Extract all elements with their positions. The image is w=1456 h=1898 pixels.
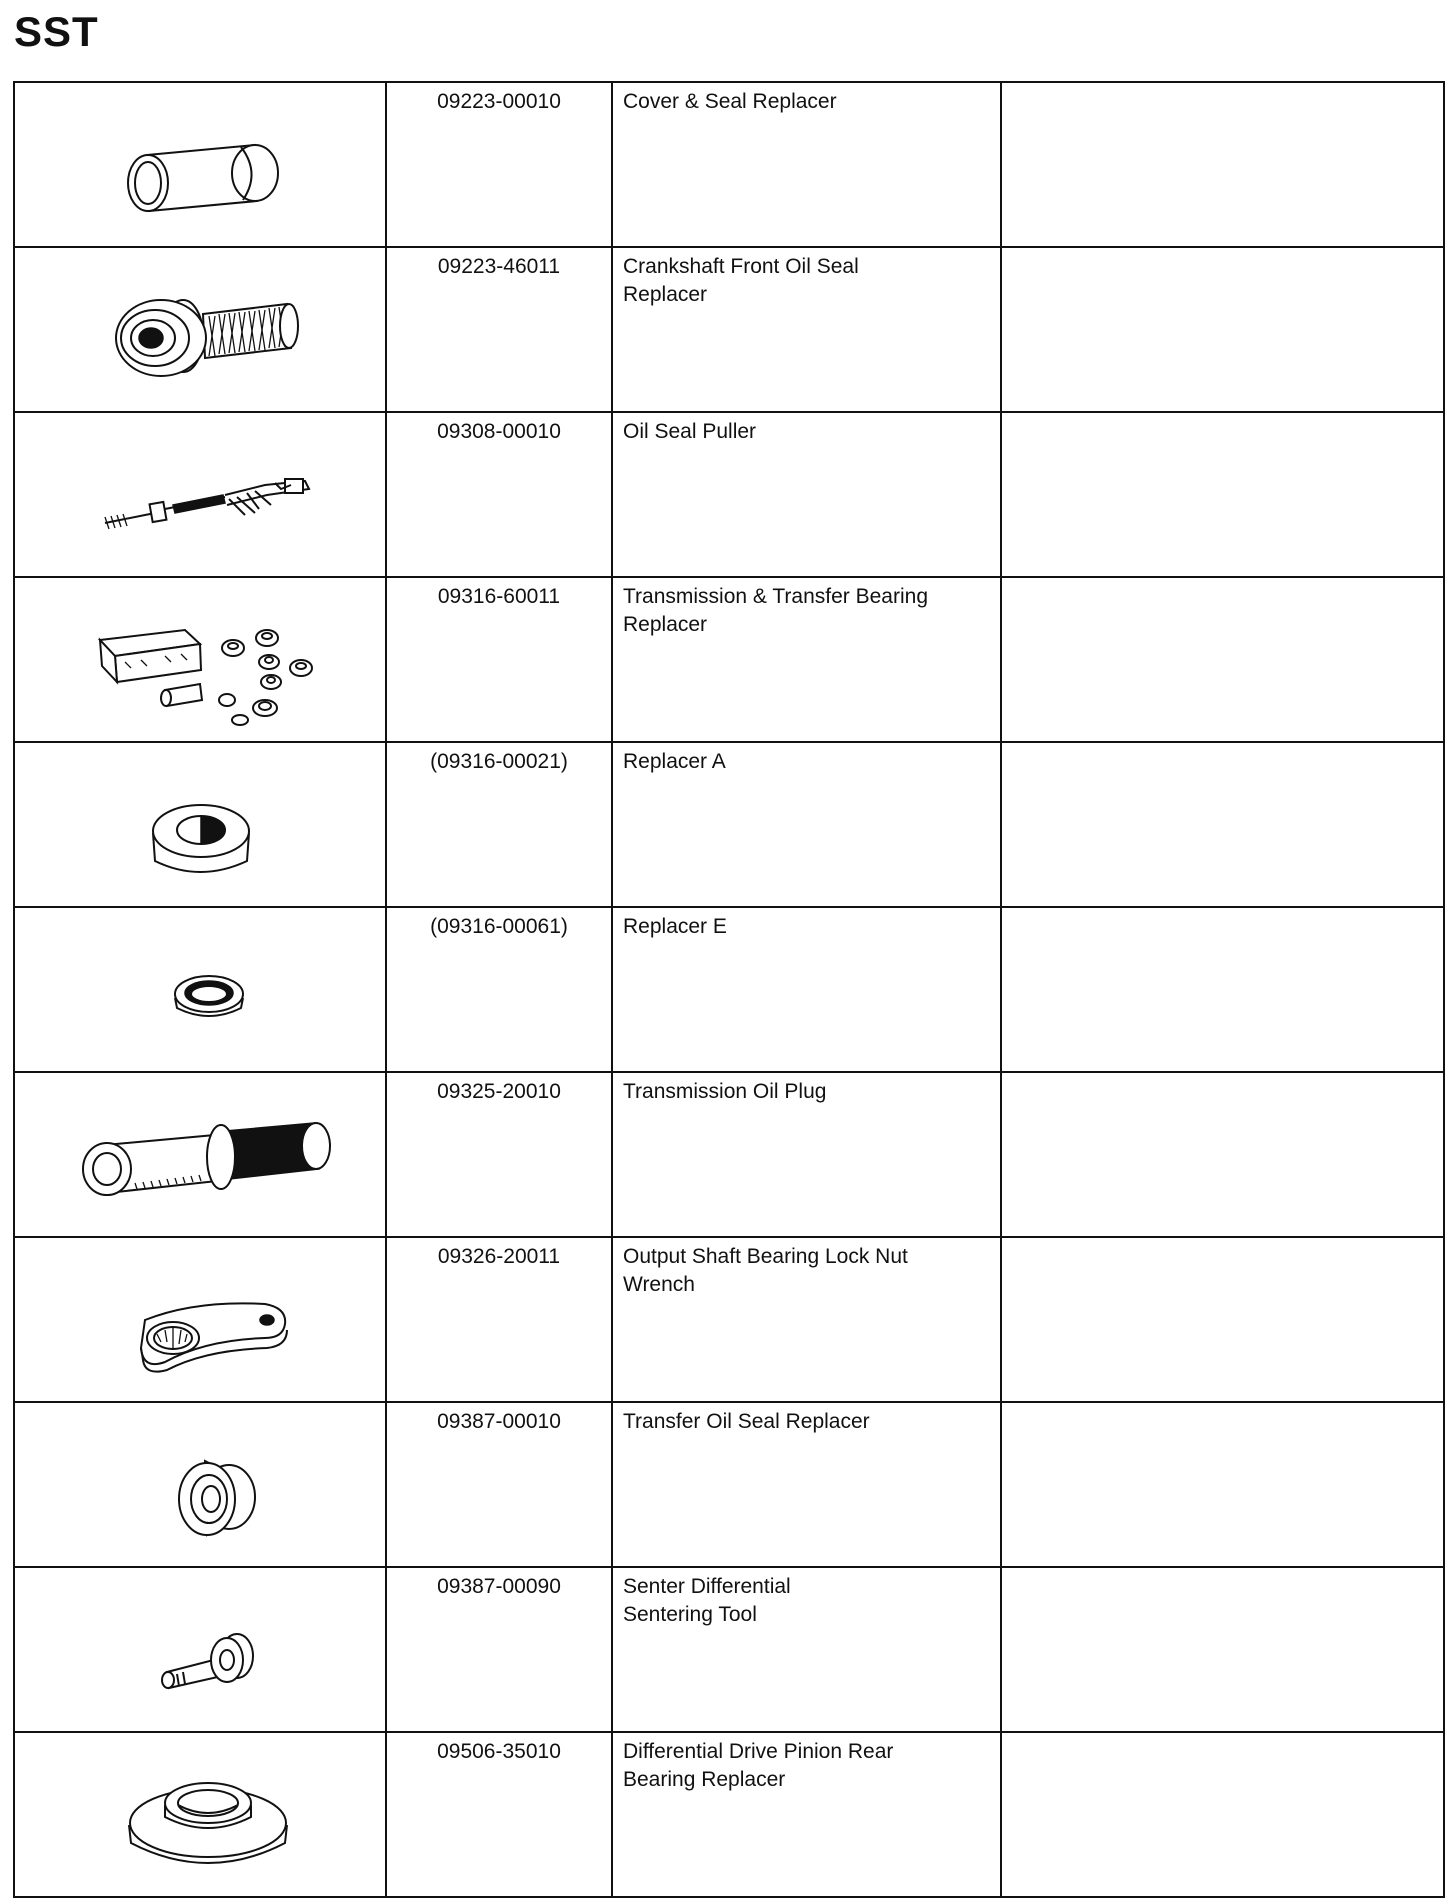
tool-image-cell (14, 577, 386, 742)
flanged-ring-icon (15, 1733, 387, 1891)
oil-plug-icon (15, 1073, 387, 1231)
note-cell (1001, 247, 1444, 412)
tool-name: Crankshaft Front Oil Seal Replacer (612, 247, 1001, 412)
part-number: 09223-00010 (386, 82, 612, 247)
tool-name: Transfer Oil Seal Replacer (612, 1402, 1001, 1567)
tool-name: Transmission & Transfer Bearing Replacer (612, 577, 1001, 742)
table-row (14, 82, 1444, 247)
tool-name: Replacer E (612, 907, 1001, 1072)
table-row (14, 1732, 1444, 1897)
table-row (14, 577, 1444, 742)
part-number: 09325-20010 (386, 1072, 612, 1237)
note-cell (1001, 907, 1444, 1072)
tool-name: Transmission Oil Plug (612, 1072, 1001, 1237)
tool-name: Oil Seal Puller (612, 412, 1001, 577)
ring-replacer-icon (15, 743, 387, 901)
note-cell (1001, 82, 1444, 247)
replacer-set-icon (15, 578, 387, 736)
tool-name: Differential Drive Pinion Rear Bearing Replacer (612, 1732, 1001, 1897)
tool-name: Replacer A (612, 742, 1001, 907)
note-cell (1001, 1567, 1444, 1732)
table-row (14, 1072, 1444, 1237)
part-number: 09223-46011 (386, 247, 612, 412)
part-number: 09387-00090 (386, 1567, 612, 1732)
note-cell (1001, 577, 1444, 742)
tool-image-cell (14, 1402, 386, 1567)
part-number: 09506-35010 (386, 1732, 612, 1897)
table-row (14, 412, 1444, 577)
tool-image-cell (14, 1237, 386, 1402)
note-cell (1001, 412, 1444, 577)
tool-image-cell (14, 1732, 386, 1897)
seal-replacer-icon (15, 248, 387, 406)
part-number: 09316-60011 (386, 577, 612, 742)
note-cell (1001, 1732, 1444, 1897)
tool-image-cell (14, 1072, 386, 1237)
note-cell (1001, 1072, 1444, 1237)
tool-name: Output Shaft Bearing Lock Nut Wrench (612, 1237, 1001, 1402)
centering-tool-icon (15, 1568, 387, 1726)
part-number: (09316-00061) (386, 907, 612, 1072)
note-cell (1001, 742, 1444, 907)
table-row (14, 1237, 1444, 1402)
note-cell (1001, 1237, 1444, 1402)
tool-image-cell (14, 247, 386, 412)
tool-image-cell (14, 907, 386, 1072)
tool-image-cell (14, 742, 386, 907)
seal-puller-icon (15, 413, 387, 571)
tool-name: Senter Differential Sentering Tool (612, 1567, 1001, 1732)
page-title: SST (14, 8, 99, 55)
table-row (14, 247, 1444, 412)
tool-name: Cover & Seal Replacer (612, 82, 1001, 247)
part-number: 09326-20011 (386, 1237, 612, 1402)
part-number: 09308-00010 (386, 412, 612, 577)
sst-table (13, 81, 1445, 1898)
lock-nut-wrench-icon (15, 1238, 387, 1396)
tool-image-cell (14, 1567, 386, 1732)
part-number: 09387-00010 (386, 1402, 612, 1567)
table-row (14, 1567, 1444, 1732)
seal-cup-icon (15, 1403, 387, 1561)
table-row (14, 907, 1444, 1072)
part-number: (09316-00021) (386, 742, 612, 907)
table-row (14, 1402, 1444, 1567)
note-cell (1001, 1402, 1444, 1567)
cylinder-sleeve-icon (15, 83, 387, 241)
table-row (14, 742, 1444, 907)
small-ring-icon (15, 908, 387, 1066)
tool-image-cell (14, 82, 386, 247)
tool-image-cell (14, 412, 386, 577)
